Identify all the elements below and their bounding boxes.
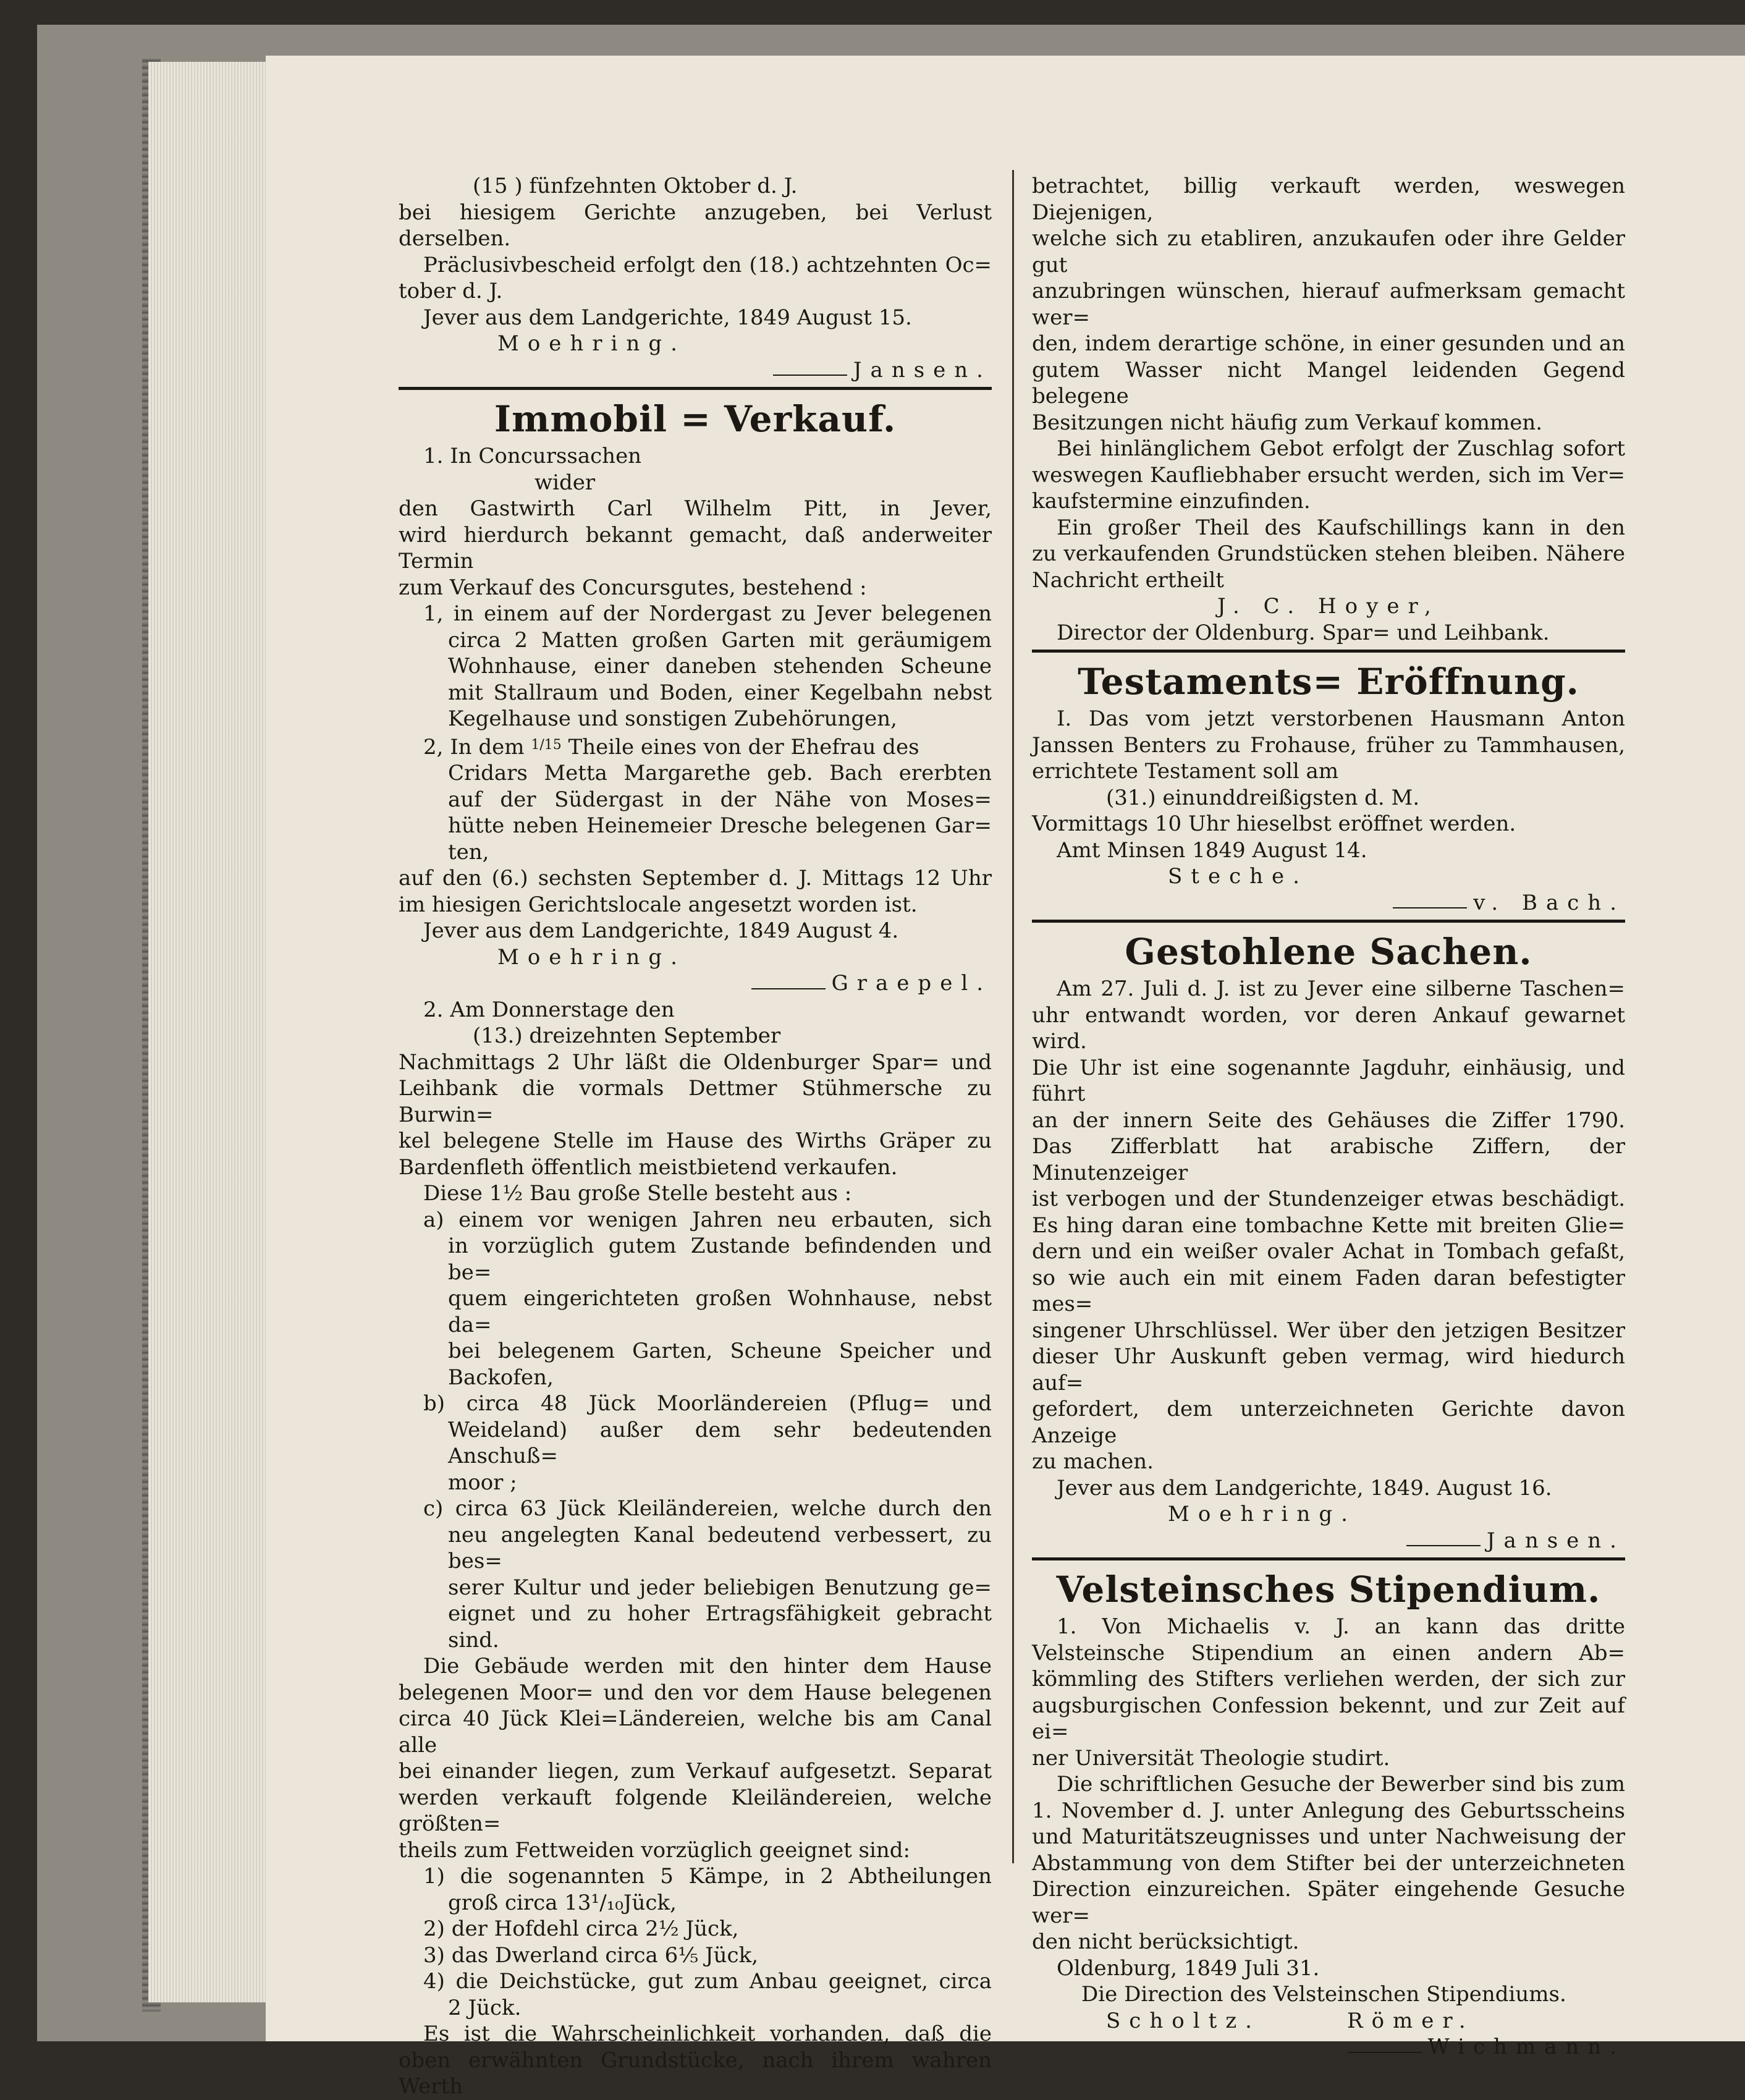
signature-rule <box>1406 1545 1481 1546</box>
text-line: eignet und zu hoher Ertragsfähigkeit gebracht <box>448 1601 992 1626</box>
text-line: circa 40 Jück Klei=Ländereien, welche bis am Canal alle <box>399 1706 992 1758</box>
text-span: Theile eines von der Ehefrau des <box>568 734 919 760</box>
text-line: 2. Am Donnerstage den <box>423 997 675 1022</box>
text-line: oben erwähnten Grundstücke, nach ihrem wahren Werth <box>399 2047 992 2099</box>
text-line: den Gastwirth Carl Wilhelm Pitt, in Jever, <box>399 496 992 521</box>
signature-row <box>1032 890 1625 917</box>
signature-row <box>1032 2034 1625 2060</box>
section-heading: Testaments= Eröffnung. <box>1078 661 1579 703</box>
text-line: Es ist die Wahrscheinlichkeit vorhanden, daß die <box>423 2022 992 2046</box>
text-line: kel belegene Stelle im Hause des Wirths Gräper zu <box>399 1128 992 1153</box>
text-line: dieser Uhr Auskunft geben vermag, wird hiedurch auf= <box>1032 1344 1625 1395</box>
text-line: serer Kultur und jeder beliebigen Benutzung ge= <box>448 1575 992 1600</box>
text-line: Präclusivbescheid erfolgt den (18.) achtzehnten Oc= <box>423 252 992 277</box>
signature-row <box>1032 1528 1625 1554</box>
signature: Moehring. <box>497 331 686 356</box>
text-line: und Maturitätszeugnisses und unter Nachweisung der <box>1032 1824 1625 1849</box>
text-line: Velsteinsche Stipendium an einen andern Ab= <box>1032 1640 1625 1666</box>
text-line: Kegelhause und sonstigen Zubehörungen, <box>448 706 897 731</box>
signature-rule <box>751 988 826 989</box>
text-line: in vorzüglich gutem Zustande befindenden und be= <box>448 1234 992 1285</box>
column-divider <box>1012 170 1014 1863</box>
text-line: hütte neben Heinemeier Dresche belegenen Gar= <box>448 813 992 838</box>
text-line: kaufstermine einzufinden. <box>1032 489 1311 514</box>
text-line: Das Zifferblatt hat arabische Ziffern, der Minutenzeiger <box>1032 1134 1625 1185</box>
text-line: auf den (6.) sechsten September d. J. Mittags 12 Uhr <box>399 866 992 891</box>
text-line: Wohnhause, einer daneben stehenden Scheune <box>448 654 992 679</box>
right-column <box>1032 173 1625 2060</box>
text-line: Weideland) außer dem sehr bedeutenden Anschuß= <box>448 1417 992 1468</box>
fraction: 1/15 <box>531 737 562 753</box>
text-line: Jever aus dem Landgerichte, 1849 August 15. <box>423 305 912 330</box>
signature-rule <box>1393 907 1467 908</box>
text-line: Es hing daran eine tombachne Kette mit breiten Glie= <box>1032 1213 1625 1238</box>
text-line: an der innern Seite des Gehäuses die Ziffer 1790. <box>1032 1107 1625 1133</box>
text-line: Cridars Metta Margarethe geb. Bach ererbten <box>448 761 992 785</box>
text-line: auf der Südergast in der Nähe von Moses= <box>448 787 992 812</box>
text-line: bei einander liegen, zum Verkauf aufgesetzt. Separat <box>399 1759 992 1784</box>
text-line: theils zum Fettweiden vorzüglich geeignet sind: <box>399 1837 910 1863</box>
text-line: sind. <box>448 1627 499 1653</box>
text-line: Bei hinlänglichem Gebot erfolgt der Zuschlag sofort <box>1057 436 1625 461</box>
text-line: wider <box>534 470 596 495</box>
text-line: betrachtet, billig verkauft werden, weswegen Diejenigen, <box>1032 174 1625 225</box>
text-line: uhr entwandt worden, vor deren Ankauf gewarnet wird. <box>1032 1002 1625 1054</box>
text-line: augsburgischen Confession bekennt, und zur Zeit auf ei= <box>1032 1693 1625 1744</box>
signature: Moehring. <box>1168 1502 1356 1526</box>
section-rule <box>1032 1557 1625 1560</box>
signature: Moehring. <box>497 944 686 970</box>
signature-rule <box>1348 2052 1422 2053</box>
signature: J. C. Hoyer, <box>1217 594 1440 619</box>
text-line: (31.) einunddreißigsten d. M. <box>1106 785 1420 810</box>
text-line: ten, <box>448 839 489 865</box>
text-line: (13.) dreizehnten September <box>473 1023 781 1048</box>
text-line: 4) die Deichstücke, gut zum Anbau geeignet, circa <box>423 1969 992 1994</box>
text-line: Janssen Benters zu Frohause, früher zu Tammhausen, <box>1032 732 1625 758</box>
section-heading: Immobil = Verkauf. <box>494 398 897 440</box>
text-line: belegenen Moor= und den vor dem Hause belegenen <box>399 1680 992 1705</box>
signature-row <box>1032 2008 1625 2034</box>
text-line: ner Universität Theologie studirt. <box>1032 1745 1390 1771</box>
text-line: 1) die sogenannten 5 Kämpe, in 2 Abtheilungen <box>423 1864 992 1889</box>
text-line: Director der Oldenburg. Spar= und Leihbank. <box>1057 620 1550 645</box>
text-span: 2, In dem <box>423 734 525 760</box>
text-line: 1. In Concurssachen <box>423 444 642 468</box>
text-line: anzubringen wünschen, hierauf aufmerksam gemacht wer= <box>1032 279 1625 330</box>
section-rule <box>399 387 992 390</box>
text-line: Am 27. Juli d. J. ist zu Jever eine silberne Taschen= <box>1057 976 1625 1001</box>
text-line: 1, in einem auf der Nordergast zu Jever belegenen <box>423 601 992 626</box>
text-line: I. Das vom jetzt verstorbenen Hausmann Anton <box>1057 706 1625 731</box>
text-line: Abstammung von dem Stifter bei der unterzeichneten <box>1032 1850 1625 1876</box>
text-line: errichtete Testament soll am <box>1032 759 1339 784</box>
text-line: Oldenburg, 1849 Juli 31. <box>1057 1955 1320 1981</box>
fraction-denominator: 15 <box>544 737 562 753</box>
text-line: circa 2 Matten großen Garten mit geräumigem <box>448 627 992 653</box>
text-line: gefordert, dem unterzeichneten Gerichte davon Anzeige <box>1032 1397 1625 1448</box>
text-line: a) einem vor wenigen Jahren neu erbauten, sich <box>423 1207 992 1232</box>
fraction-numerator: 1 <box>531 737 540 753</box>
text-line: 3) das Dwerland circa 6⅕ Jück, <box>423 1942 759 1968</box>
text-line: 2) der Hofdehl circa 2½ Jück, <box>423 1916 739 1941</box>
text-line: quem eingerichteten großen Wohnhause, nebst da= <box>448 1286 992 1337</box>
text-line: mit Stallraum und Boden, einer Kegelbahn nebst <box>448 680 992 705</box>
text-line: dern und ein weißer ovaler Achat in Tombach gefaßt, <box>1032 1239 1625 1264</box>
text-line: Nachricht ertheilt <box>1032 567 1224 593</box>
text-line: Bardenfleth öffentlich meistbietend verkaufen. <box>399 1154 898 1180</box>
text-line: b) circa 48 Jück Moorländereien (Pflug= und <box>423 1391 992 1416</box>
text-line: Die Direction des Velsteinschen Stipendiums. <box>1081 1982 1566 2007</box>
section-heading: Velsteinsches Stipendium. <box>1056 1569 1601 1611</box>
signature-row <box>399 357 992 384</box>
text-line: bei belegenem Garten, Scheune Speicher und <box>448 1339 992 1363</box>
text-line: 1. November d. J. unter Anlegung des Geburtsscheins <box>1032 1798 1625 1823</box>
signature: Römer. <box>1346 2008 1474 2033</box>
text-line: welche sich zu etabliren, anzukaufen oder ihre Gelder gut <box>1032 226 1625 277</box>
text-line: werden verkauft folgende Kleiländereien, welche größten= <box>399 1785 992 1836</box>
text-line: Direction einzureichen. Später eingehende Gesuche wer= <box>1032 1877 1625 1928</box>
signature-rule <box>773 375 847 376</box>
text-line: weswegen Kaufliebhaber ersucht werden, sich im Ver= <box>1032 462 1625 488</box>
text-line <box>399 732 992 761</box>
signature: Jansen. <box>853 357 992 383</box>
signature: Wichmann. <box>1427 2034 1625 2059</box>
text-line: Die schriftlichen Gesuche der Bewerber sind bis zum <box>1057 1772 1625 1797</box>
text-line: moor ; <box>448 1470 517 1495</box>
text-line: Nachmittags 2 Uhr läßt die Oldenburger Spar= und <box>399 1049 992 1075</box>
page-edges <box>148 62 272 2002</box>
text-line: Backofen, <box>448 1365 554 1390</box>
text-line: Die Uhr ist eine sogenannte Jagduhr, einhäusig, und führt <box>1032 1055 1625 1106</box>
text-line: kömmling des Stifters verliehen werden, der sich zur <box>1032 1667 1625 1691</box>
text-line: Vormittags 10 Uhr hieselbst eröffnet werden. <box>1032 811 1516 836</box>
signature: v. Bach. <box>1473 890 1625 915</box>
text-line: wird hierdurch bekannt gemacht, daß anderweiter Termin <box>399 522 992 574</box>
text-line: im hiesigen Gerichtslocale angesetzt worden ist. <box>399 892 918 917</box>
text-line: zum Verkauf des Concursgutes, bestehend : <box>399 575 867 600</box>
newspaper-page <box>266 56 1745 2099</box>
left-column <box>399 173 992 2100</box>
text-line: den nicht berücksichtigt. <box>1032 1929 1299 1954</box>
signature-row <box>399 970 992 997</box>
text-line: so wie auch ein mit einem Faden daran befestigter mes= <box>1032 1265 1625 1316</box>
signature: Jansen. <box>1486 1528 1625 1553</box>
text-line: Jever aus dem Landgerichte, 1849. August 16. <box>1057 1475 1552 1501</box>
text-line: ist verbogen und der Stundenzeiger etwas beschädigt. <box>1032 1187 1625 1211</box>
section-rule <box>1032 650 1625 653</box>
text-line: 2 Jück. <box>448 1995 522 2020</box>
text-line: Besitzungen nicht häufig zum Verkauf kommen. <box>1032 410 1543 435</box>
text-line: c) circa 63 Jück Kleiländereien, welche durch den <box>423 1496 992 1521</box>
text-line: Jever aus dem Landgerichte, 1849 August 4. <box>423 918 899 943</box>
text-line: tober d. J. <box>399 279 503 303</box>
text-line: Die Gebäude werden mit den hinter dem Hause <box>423 1654 992 1679</box>
text-line: zu verkaufenden Grundstücken stehen bleiben. Nähere <box>1032 541 1625 566</box>
text-line: 1. Von Michaelis v. J. an kann das dritte <box>1057 1614 1625 1639</box>
text-line: singener Uhrschlüssel. Wer über den jetzigen Besitzer <box>1032 1318 1625 1343</box>
text-line: Ein großer Theil des Kaufschillings kann in den <box>1057 515 1625 540</box>
text-line: Amt Minsen 1849 August 14. <box>1057 837 1367 863</box>
text-line: Leihbank die vormals Dettmer Stühmersche zu Burwin= <box>399 1076 992 1127</box>
section-rule <box>1032 920 1625 923</box>
text-line: den, indem derartige schöne, in einer gesunden und an <box>1032 331 1625 356</box>
signature: Scholtz. <box>1106 2008 1261 2033</box>
signature: Steche. <box>1168 864 1308 889</box>
text-line: neu angelegten Kanal bedeutend verbessert, zu bes= <box>448 1522 992 1573</box>
text-line: Diese 1½ Bau große Stelle besteht aus : <box>423 1181 852 1206</box>
text-line: gutem Wasser nicht Mangel leidenden Gegend belegene <box>1032 357 1625 409</box>
text-line: zu machen. <box>1032 1449 1154 1474</box>
text-line: bei hiesigem Gerichte anzugeben, bei Verlust derselben. <box>399 200 992 251</box>
signature: Graepel. <box>831 971 992 996</box>
text-line: groß circa 13¹/₁₀Jück, <box>448 1890 677 1915</box>
section-heading: Gestohlene Sachen. <box>1125 931 1532 973</box>
text-line: (15 ) fünfzehnten Oktober d. J. <box>473 174 798 198</box>
